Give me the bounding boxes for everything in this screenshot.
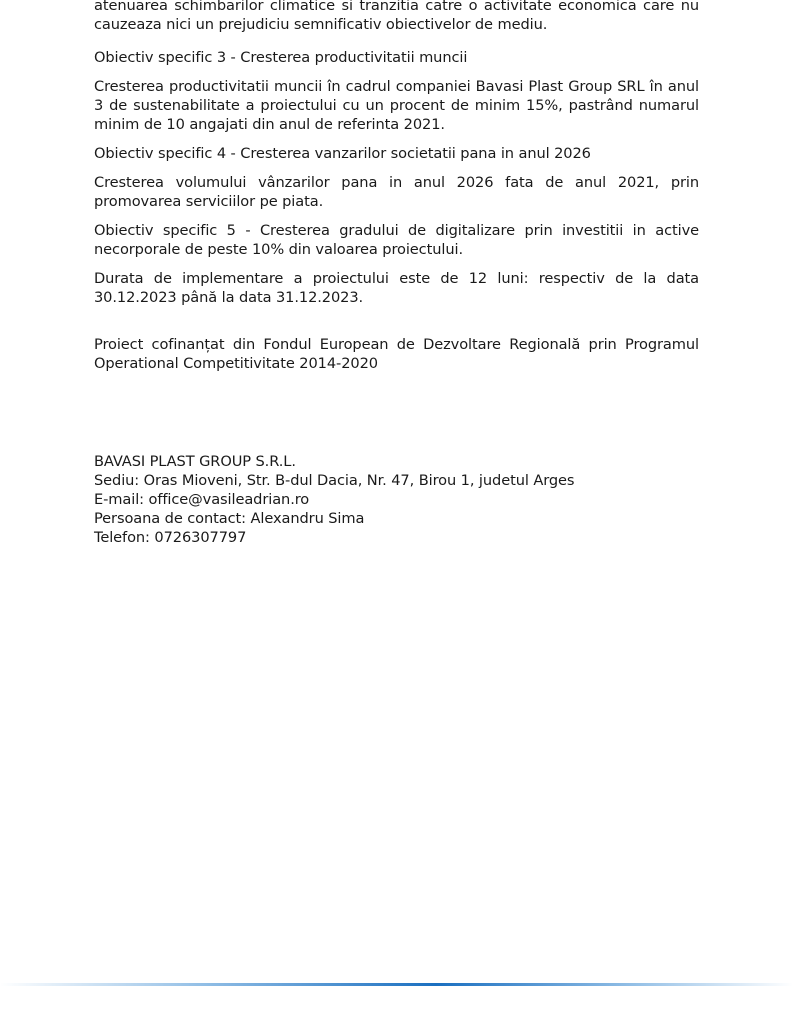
objective-3-heading: Obiectiv specific 3 - Cresterea productivitatii muncii [94,49,468,66]
footer-divider [0,983,793,986]
objective-4-heading: Obiectiv specific 4 - Cresterea vanzarilor societatii pana in anul 2026 [94,145,591,162]
duration-text: Durata de implementare a proiectului este de 12 luni: respectiv de la data 30.12.2023 până la data 31.12.2023. [94,270,699,306]
objective-5-text: Obiectiv specific 5 - Cresterea gradului de digitalizare prin investitii in active necorporale de peste 10% din valoarea proiectului. [94,222,699,258]
paragraph-climate: atenuarea schimbarilor climatice si tranzitia catre o activitate economica care nu cauzeaza nici un prejudiciu semnificativ obiectivelor de mediu. [94,0,699,33]
document-page [94,0,699,547]
cofinance-note: Proiect cofinanțat din Fondul European de Dezvoltare Regională prin Programul Operational Competitivitate 2014-2020 [94,336,699,372]
company-email: E-mail: office@vasileadrian.ro [94,491,310,508]
contact-person: Persoana de contact: Alexandru Sima [94,510,365,527]
objective-3-text: Cresterea productivitatii muncii în cadrul companiei Bavasi Plast Group SRL în anul 3 de sustenabilitate a proiectului cu un procent de minim 15%, pastrând numarul minim de 10 angajati din anul de referinta 2021. [94,78,699,133]
contact-phone: Telefon: 0726307797 [94,529,247,546]
company-address: Sediu: Oras Mioveni, Str. B-dul Dacia, Nr. 47, Birou 1, judetul Arges [94,472,575,489]
objective-4-text: Cresterea volumului vânzarilor pana in anul 2026 fata de anul 2021, prin promovarea serviciilor pe piata. [94,174,699,210]
company-name: BAVASI PLAST GROUP S.R.L. [94,453,296,470]
contact-block [94,452,699,547]
